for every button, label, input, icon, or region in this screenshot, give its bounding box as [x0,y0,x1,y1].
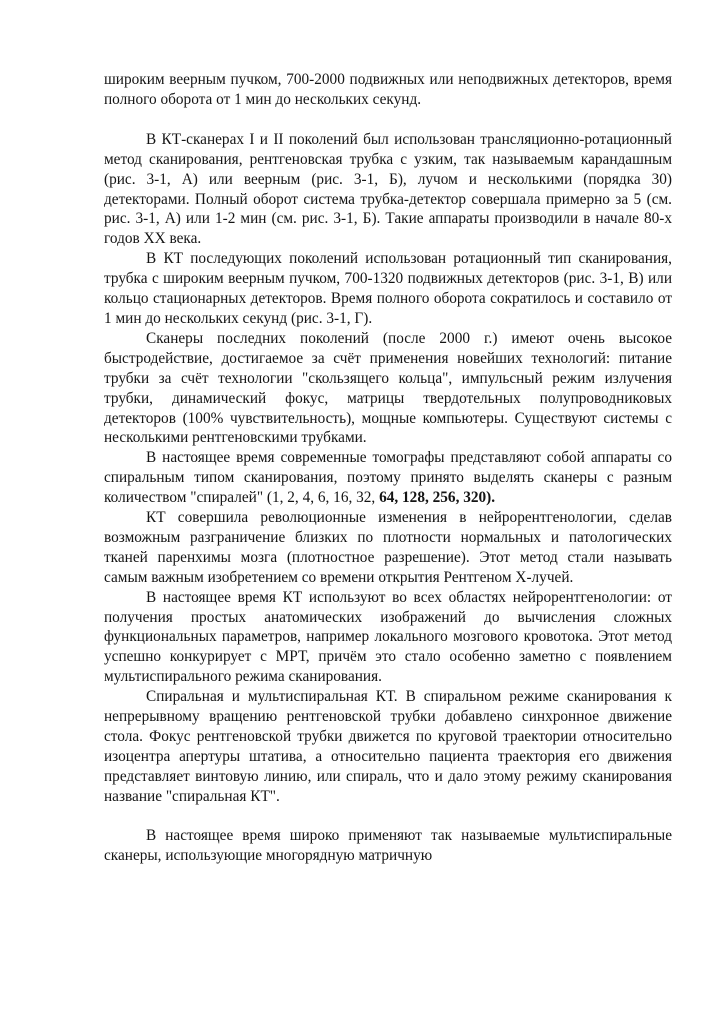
paragraph-8: Спиральная и мультиспиральная КТ. В спиральном режиме сканирования к непрерывному вращению рентгеновской трубки добавлено синхронное движение стола. Фокус рентгеновской трубки движется по круговой траектории относительно изоцентра апертуры штатива, а относительно пациента траектория его движения представляет винтовую линию, или спираль, что и дало этому режиму сканирования название "спиральная КТ". [104,688,672,805]
document-page [104,70,672,865]
paragraph-5-text: В настоящее время современные томографы представляют собой аппараты со спиральным типом сканирования, поэтому принято выделять сканеры с разным количеством "спиралей" (1, 2, 4, 6, 16, 32, [104,449,672,507]
paragraph-3: В КТ последующих поколений использован ротационный тип сканирования, трубка с широким веерным пучком, 700-1320 подвижных детекторов (рис. 3-1, В) или кольцо стационарных детекторов. Время полного оборота сократилось и составило от 1 мин до нескольких секунд (рис. 3-1, Г). [104,250,672,327]
paragraph-7: В настоящее время КТ используют во всех областях нейрорентгенологии: от получения простых анатомических изображений до вычисления сложных функциональных параметров, например локального мозгового кровотока. Этот метод успешно конкурирует с МРТ, причём это стало особенно заметно с появлением мультиспирального режима сканирования. [104,588,672,686]
paragraph-5 [104,448,672,508]
paragraph-2: В КТ-сканерах I и II поколений был использован трансляционно-ротационный метод сканирования, рентгеновская трубка с узким, так называемым карандашным (рис. 3-1, А) или веерным (рис. 3-1, Б), лучом и несколькими (порядка 30) детекторами. Полный оборот система трубка-детектор совершала примерно за 5 (см. рис. 3-1, А) или 1-2 мин (см. рис. 3-1, Б). Такие аппараты производили в начале 80-х годов XX века. [104,130,672,248]
paragraph-5-bold-numbers: 64, 128, 256, 320). [379,489,496,507]
paragraph-4: Сканеры последних поколений (после 2000 г.) имеют очень высокое быстродействие, достигаемое за счёт применения новейших технологий: питание трубки за счёт технологии "скользящего кольца", импульсный режим излучения трубки, динамический фокус, матрицы твердотельных полупроводниковых детекторов (100% чувствительность), мощные компьютеры. Существуют системы с несколькими рентгеновскими трубками. [104,329,672,447]
paragraph-9: В настоящее время широко применяют так называемые мультиспиральные сканеры, использующие многорядную матричную [104,826,672,864]
paragraph-6: КТ совершила революционные изменения в нейрорентгенологии, сделав возможным разграничение близких по плотности нормальных и патологических тканей паренхимы мозга (плотностное разрешение). Этот метод стали называть самым важным изобретением со времени открытия Рентгеном Х-лучей. [104,509,672,586]
paragraph-1: широким веерным пучком, 700-2000 подвижных или неподвижных детекторов, время полного оборота от 1 мин до нескольких секунд. [104,71,672,108]
